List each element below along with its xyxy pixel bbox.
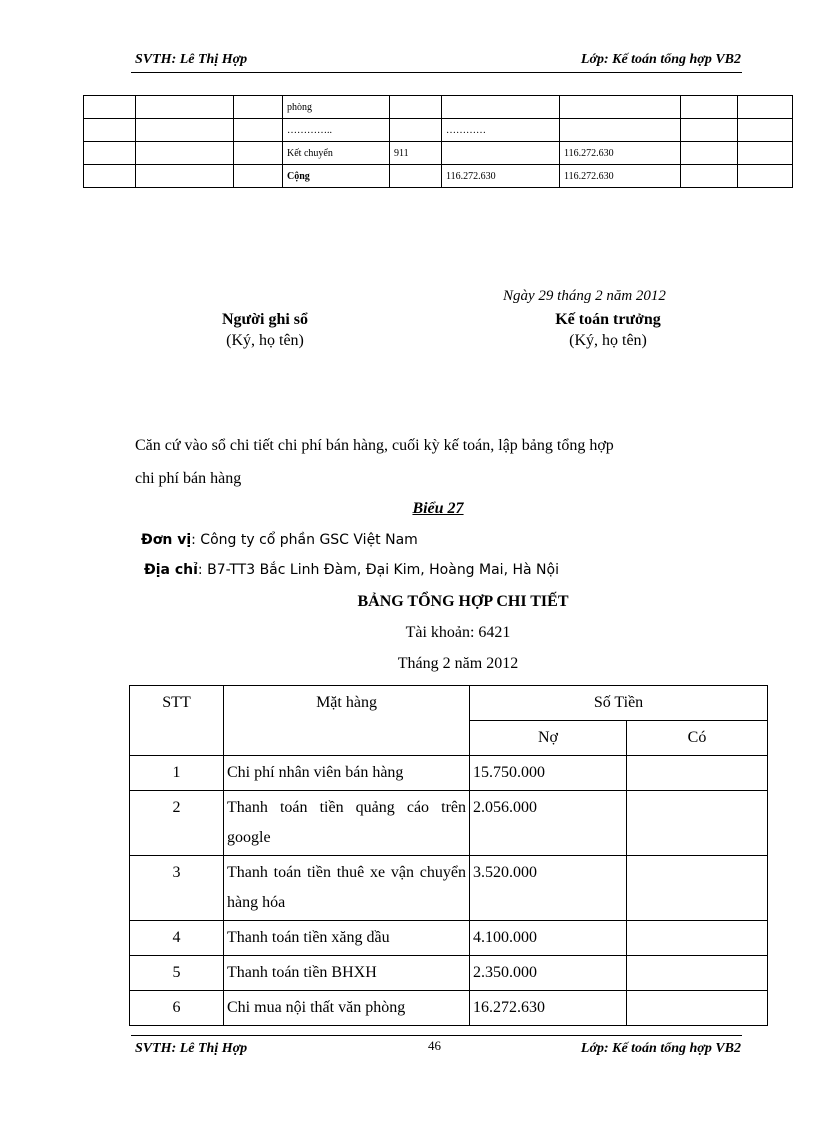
row-item: Chi mua nội thất văn phòng xyxy=(224,991,470,1026)
row-stt: 4 xyxy=(130,921,224,956)
table-row xyxy=(130,856,768,921)
header-rule xyxy=(131,72,742,73)
table-cell xyxy=(390,96,442,119)
unit-value: : Công ty cổ phần GSC Việt Nam xyxy=(191,532,418,548)
table-cell: ………… xyxy=(442,119,560,142)
report-period: Tháng 2 năm 2012 xyxy=(397,655,519,672)
footer-rule xyxy=(131,1035,742,1036)
table-row xyxy=(130,756,768,791)
unit-label: Đơn vị xyxy=(141,532,192,548)
row-item: Chi phí nhân viên bán hàng xyxy=(224,756,470,791)
table-cell xyxy=(681,142,738,165)
recorder-signature-note: (Ký, họ tên) xyxy=(226,332,304,349)
row-stt: 6 xyxy=(130,991,224,1026)
row-stt: 1 xyxy=(130,756,224,791)
table-cell: ………….. xyxy=(283,119,390,142)
row-debit: 4.100.000 xyxy=(470,921,627,956)
table-cell: 116.272.630 xyxy=(560,165,681,188)
table-cell xyxy=(136,119,234,142)
row-credit xyxy=(627,856,768,921)
row-debit: 3.520.000 xyxy=(470,856,627,921)
row-debit: 15.750.000 xyxy=(470,756,627,791)
row-debit: 16.272.630 xyxy=(470,991,627,1026)
recorder-title: Người ghi sổ xyxy=(221,311,309,328)
table-header-row xyxy=(130,686,768,721)
row-credit xyxy=(627,991,768,1026)
table-row xyxy=(84,142,793,165)
form-title-wrap xyxy=(0,500,816,518)
row-item: Thanh toán tiền quảng cáo trên google xyxy=(224,791,470,856)
table-cell xyxy=(234,165,283,188)
intro-line-1: Căn cứ vào sổ chi tiết chi phí bán hàng, cuối kỳ kế toán, lập bảng tổng hợp xyxy=(135,437,614,454)
table-cell: 116.272.630 xyxy=(560,142,681,165)
table-cell xyxy=(136,165,234,188)
row-stt: 5 xyxy=(130,956,224,991)
address-label: Địa chỉ xyxy=(144,562,198,578)
table-cell xyxy=(234,142,283,165)
table-row xyxy=(84,165,793,188)
table-cell xyxy=(136,96,234,119)
table-cell xyxy=(84,165,136,188)
row-stt: 3 xyxy=(130,856,224,921)
table-cell xyxy=(681,96,738,119)
table-cell xyxy=(738,142,793,165)
table-cell: 911 xyxy=(390,142,442,165)
row-credit xyxy=(627,791,768,856)
table-cell xyxy=(84,96,136,119)
row-debit: 2.350.000 xyxy=(470,956,627,991)
total-label-cell: Cộng xyxy=(283,165,390,188)
table-row xyxy=(130,991,768,1026)
row-stt: 2 xyxy=(130,791,224,856)
row-credit xyxy=(627,956,768,991)
table-cell xyxy=(738,165,793,188)
chief-accountant-signature-note: (Ký, họ tên) xyxy=(569,332,647,349)
page-number: 46 xyxy=(428,1038,441,1053)
table-cell xyxy=(234,119,283,142)
table-cell xyxy=(84,142,136,165)
row-credit xyxy=(627,921,768,956)
ledger-continuation-table xyxy=(83,95,793,188)
table-cell xyxy=(84,119,136,142)
chief-accountant-title: Kế toán trưởng xyxy=(555,311,661,328)
table-cell xyxy=(136,142,234,165)
table-cell xyxy=(560,119,681,142)
unit-line xyxy=(141,532,418,548)
row-item: Thanh toán tiền BHXH xyxy=(224,956,470,991)
table-row xyxy=(84,119,793,142)
table-cell xyxy=(442,142,560,165)
table-cell xyxy=(738,96,793,119)
header-item: Mặt hàng xyxy=(224,686,470,756)
row-credit xyxy=(627,756,768,791)
header-debit: Nợ xyxy=(470,721,627,756)
address-line xyxy=(144,562,559,578)
table-row xyxy=(130,791,768,856)
signature-date: Ngày 29 tháng 2 năm 2012 xyxy=(503,288,666,304)
intro-line-2: chi phí bán hàng xyxy=(135,470,242,487)
table-row xyxy=(130,921,768,956)
header-amount: Số Tiền xyxy=(470,686,768,721)
table-cell xyxy=(390,119,442,142)
table-cell xyxy=(681,119,738,142)
intro-paragraph xyxy=(135,429,735,495)
footer-class-name: Lớp: Kế toán tổng hợp VB2 xyxy=(580,1041,741,1056)
row-debit: 2.056.000 xyxy=(470,791,627,856)
report-title: BẢNG TỔNG HỢP CHI TIẾT xyxy=(357,593,569,610)
table-cell: Kết chuyển xyxy=(283,142,390,165)
report-account: Tài khoản: 6421 xyxy=(405,624,511,641)
header-student-name: SVTH: Lê Thị Hợp xyxy=(135,52,248,67)
table-row xyxy=(130,956,768,991)
summary-table xyxy=(129,685,768,1026)
table-cell xyxy=(738,119,793,142)
table-cell: 116.272.630 xyxy=(442,165,560,188)
header-class-name: Lớp: Kế toán tổng hợp VB2 xyxy=(580,52,741,67)
table-cell xyxy=(390,165,442,188)
row-item: Thanh toán tiền xăng dầu xyxy=(224,921,470,956)
table-cell xyxy=(442,96,560,119)
footer-student-name: SVTH: Lê Thị Hợp xyxy=(135,1041,248,1056)
row-item: Thanh toán tiền thuê xe vận chuyển hàng hóa xyxy=(224,856,470,921)
table-cell xyxy=(681,165,738,188)
table-row xyxy=(84,96,793,119)
header-credit: Có xyxy=(627,721,768,756)
table-cell: phòng xyxy=(283,96,390,119)
table-cell xyxy=(234,96,283,119)
table-cell xyxy=(560,96,681,119)
address-value: : B7-TT3 Bắc Linh Đàm, Đại Kim, Hoàng Mai, Hà Nội xyxy=(197,562,559,578)
form-title: Biểu 27 xyxy=(412,500,464,517)
header-stt: STT xyxy=(130,686,224,756)
